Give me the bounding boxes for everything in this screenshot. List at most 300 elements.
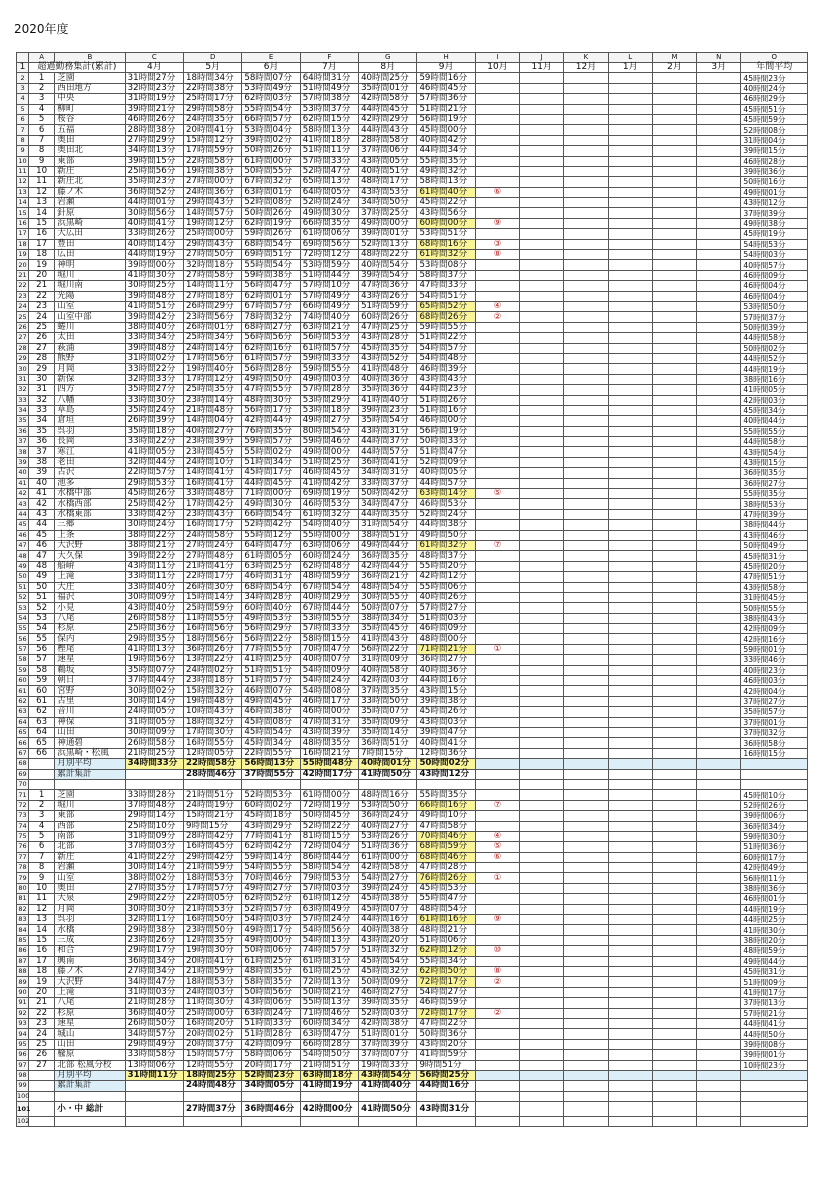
empty-cell[interactable] xyxy=(520,73,564,83)
empty-cell[interactable] xyxy=(652,665,696,675)
empty-cell[interactable] xyxy=(697,135,741,145)
empty-cell[interactable] xyxy=(564,624,608,634)
month-value-cell[interactable]: 71時間46分 xyxy=(300,1008,358,1018)
empty-cell[interactable] xyxy=(652,966,696,976)
month-value-cell[interactable]: 15時間14分 xyxy=(184,592,242,602)
empty-cell[interactable] xyxy=(697,478,741,488)
annual-average-cell[interactable]: 50時間02分 xyxy=(741,343,808,353)
month-value-cell[interactable]: 58時間37分 xyxy=(417,270,475,280)
empty-cell[interactable] xyxy=(652,956,696,966)
month-value-cell[interactable]: 66時間35分 xyxy=(300,218,358,228)
month-value-cell[interactable]: 63時間21分 xyxy=(300,322,358,332)
empty-cell[interactable] xyxy=(520,478,564,488)
month-value-cell[interactable]: 53時間26分 xyxy=(359,831,417,841)
rank-cell[interactable] xyxy=(475,520,519,530)
empty-cell[interactable] xyxy=(564,572,608,582)
school-number-cell[interactable]: 8 xyxy=(29,863,55,873)
school-number-cell[interactable]: 41 xyxy=(29,489,55,499)
month-value-cell[interactable]: 52時間09分 xyxy=(417,457,475,467)
month-value-cell[interactable]: 24時間58分 xyxy=(184,530,242,540)
rank-cell[interactable] xyxy=(475,509,519,519)
month-value-cell[interactable]: 29時間49分 xyxy=(125,1039,183,1049)
month-value-cell[interactable]: 12時間55分 xyxy=(184,1060,242,1070)
annual-average-cell[interactable]: 37時間27分 xyxy=(741,696,808,706)
empty-cell[interactable] xyxy=(697,821,741,831)
empty-cell[interactable] xyxy=(417,1091,475,1101)
annual-average-cell[interactable]: 36時間58分 xyxy=(741,738,808,748)
empty-cell[interactable] xyxy=(608,894,652,904)
rank-cell[interactable] xyxy=(475,114,519,124)
empty-cell[interactable] xyxy=(608,426,652,436)
empty-cell[interactable] xyxy=(652,551,696,561)
empty-cell[interactable] xyxy=(475,769,519,779)
month-value-cell[interactable]: 11時間55分 xyxy=(184,613,242,623)
school-number-cell[interactable]: 39 xyxy=(29,468,55,478)
school-name-cell[interactable]: 月岡 xyxy=(55,904,125,914)
month-value-cell[interactable]: 33時間34分 xyxy=(125,333,183,343)
rank-cell[interactable]: ② xyxy=(475,312,519,322)
annual-average-cell[interactable]: 42時間03分 xyxy=(741,395,808,405)
month-value-cell[interactable]: 25時間17分 xyxy=(184,94,242,104)
empty-cell[interactable] xyxy=(29,1091,55,1101)
annual-average-cell[interactable]: 39時間06分 xyxy=(741,811,808,821)
empty-cell[interactable] xyxy=(242,779,300,789)
empty-cell[interactable] xyxy=(697,156,741,166)
empty-cell[interactable] xyxy=(697,437,741,447)
rank-cell[interactable] xyxy=(475,530,519,540)
empty-cell[interactable] xyxy=(564,166,608,176)
month-value-cell[interactable]: 57時間33分 xyxy=(300,156,358,166)
month-value-cell[interactable]: 47時間36分 xyxy=(359,281,417,291)
school-number-cell[interactable]: 4 xyxy=(29,104,55,114)
empty-cell[interactable] xyxy=(697,665,741,675)
month-value-cell[interactable]: 46時間17分 xyxy=(300,696,358,706)
school-number-cell[interactable]: 42 xyxy=(29,499,55,509)
month-value-cell[interactable]: 41時間42分 xyxy=(300,478,358,488)
annual-average-cell[interactable]: 46時間09分 xyxy=(741,270,808,280)
school-number-cell[interactable]: 43 xyxy=(29,509,55,519)
empty-cell[interactable] xyxy=(697,904,741,914)
empty-cell[interactable] xyxy=(300,779,358,789)
month-value-cell[interactable]: 59時間26分 xyxy=(242,229,300,239)
empty-cell[interactable] xyxy=(564,925,608,935)
empty-cell[interactable] xyxy=(608,676,652,686)
month-value-cell[interactable]: 57時間38分 xyxy=(300,94,358,104)
school-number-cell[interactable]: 66 xyxy=(29,748,55,758)
empty-cell[interactable] xyxy=(564,260,608,270)
month-value-cell[interactable]: 51時間47分 xyxy=(417,447,475,457)
empty-cell[interactable] xyxy=(652,250,696,260)
month-value-cell[interactable]: 26時間50分 xyxy=(125,1018,183,1028)
empty-cell[interactable] xyxy=(564,676,608,686)
empty-cell[interactable] xyxy=(697,322,741,332)
month-value-cell[interactable]: 50時間45分 xyxy=(300,811,358,821)
empty-cell[interactable] xyxy=(564,218,608,228)
annual-average-cell[interactable]: 36時間35分 xyxy=(741,468,808,478)
annual-average-cell[interactable]: 49時間01分 xyxy=(741,187,808,197)
month-value-cell[interactable]: 27時間34分 xyxy=(125,966,183,976)
empty-cell[interactable] xyxy=(520,1050,564,1060)
school-name-cell[interactable]: 上滝 xyxy=(55,987,125,997)
month-value-cell[interactable]: 18時間56分 xyxy=(184,634,242,644)
month-value-cell[interactable]: 40時間41分 xyxy=(417,738,475,748)
month-value-cell[interactable]: 43時間43分 xyxy=(417,374,475,384)
month-value-cell[interactable]: 19時間48分 xyxy=(184,696,242,706)
empty-cell[interactable] xyxy=(520,696,564,706)
empty-cell[interactable] xyxy=(564,1039,608,1049)
annual-average-cell[interactable]: 36時間27分 xyxy=(741,478,808,488)
month-value-cell[interactable]: 41時間18分 xyxy=(300,135,358,145)
school-number-cell[interactable]: 59 xyxy=(29,676,55,686)
month-value-cell[interactable]: 20時間02分 xyxy=(184,1029,242,1039)
empty-cell[interactable] xyxy=(652,655,696,665)
rank-cell[interactable] xyxy=(475,561,519,571)
month-value-cell[interactable]: 39時間24分 xyxy=(359,883,417,893)
month-value-cell[interactable]: 33時間37分 xyxy=(359,478,417,488)
empty-cell[interactable] xyxy=(608,291,652,301)
empty-cell[interactable] xyxy=(697,270,741,280)
annual-average-cell[interactable]: 45時間51分 xyxy=(741,104,808,114)
empty-cell[interactable] xyxy=(697,343,741,353)
month-value-cell[interactable]: 33時間22分 xyxy=(125,437,183,447)
empty-cell[interactable] xyxy=(608,1018,652,1028)
month-value-cell[interactable]: 51時間57分 xyxy=(242,676,300,686)
month-value-cell[interactable]: 46時間00分 xyxy=(300,707,358,717)
school-name-cell[interactable]: 針原 xyxy=(55,208,125,218)
empty-cell[interactable] xyxy=(652,1102,696,1117)
month-value-cell[interactable]: 45時間18分 xyxy=(242,811,300,821)
empty-cell[interactable] xyxy=(652,634,696,644)
rank-cell[interactable] xyxy=(475,551,519,561)
school-name-cell[interactable]: 長岡 xyxy=(55,437,125,447)
month-value-cell[interactable]: 40時間58分 xyxy=(359,665,417,675)
summary-value-cell[interactable] xyxy=(125,1102,183,1117)
month-value-cell[interactable]: 17時間42分 xyxy=(184,499,242,509)
school-name-cell[interactable]: 水橋 xyxy=(55,925,125,935)
empty-cell[interactable] xyxy=(608,364,652,374)
month-value-cell[interactable]: 39時間23分 xyxy=(359,405,417,415)
empty-cell[interactable] xyxy=(652,1117,696,1127)
empty-cell[interactable] xyxy=(520,977,564,987)
school-name-cell[interactable]: 福沢 xyxy=(55,592,125,602)
annual-average-cell[interactable]: 37時間39分 xyxy=(741,208,808,218)
empty-cell[interactable] xyxy=(608,374,652,384)
month-value-cell[interactable]: 61時間05分 xyxy=(242,551,300,561)
month-value-cell[interactable]: 29時間35分 xyxy=(125,634,183,644)
month-value-cell[interactable]: 53時間49分 xyxy=(242,83,300,93)
month-value-cell[interactable]: 27時間48分 xyxy=(184,551,242,561)
month-value-cell[interactable]: 26時間29分 xyxy=(184,301,242,311)
month-value-cell[interactable]: 52時間03分 xyxy=(359,1008,417,1018)
school-name-cell[interactable]: 蜷川 xyxy=(55,322,125,332)
empty-cell[interactable] xyxy=(564,904,608,914)
empty-cell[interactable] xyxy=(564,769,608,779)
school-number-cell[interactable]: 33 xyxy=(29,405,55,415)
annual-average-cell[interactable]: 45時間31分 xyxy=(741,966,808,976)
empty-cell[interactable] xyxy=(520,686,564,696)
empty-cell[interactable] xyxy=(697,540,741,550)
month-value-cell[interactable]: 36時間40分 xyxy=(125,1008,183,1018)
annual-average-cell[interactable]: 39時間15分 xyxy=(741,146,808,156)
month-value-cell[interactable]: 54時間08分 xyxy=(300,686,358,696)
empty-cell[interactable] xyxy=(520,166,564,176)
empty-cell[interactable] xyxy=(652,447,696,457)
empty-cell[interactable] xyxy=(697,260,741,270)
month-value-cell[interactable]: 63時間06分 xyxy=(300,540,358,550)
annual-average-cell[interactable]: 43時間46分 xyxy=(741,530,808,540)
empty-cell[interactable] xyxy=(520,863,564,873)
month-value-cell[interactable]: 16時間56分 xyxy=(184,624,242,634)
empty-cell[interactable] xyxy=(564,1008,608,1018)
annual-average-cell[interactable]: 41時間17分 xyxy=(741,987,808,997)
empty-cell[interactable] xyxy=(697,769,741,779)
empty-cell[interactable] xyxy=(564,800,608,810)
empty-cell[interactable] xyxy=(697,395,741,405)
empty-cell[interactable] xyxy=(608,1050,652,1060)
annual-average-cell[interactable]: 49時間38分 xyxy=(741,218,808,228)
empty-cell[interactable] xyxy=(652,1060,696,1070)
month-value-cell[interactable]: 50時間42分 xyxy=(359,489,417,499)
month-value-cell[interactable]: 46時間59分 xyxy=(417,998,475,1008)
month-value-cell[interactable]: 47時間33分 xyxy=(417,281,475,291)
empty-cell[interactable] xyxy=(652,416,696,426)
month-value-cell[interactable]: 45時間08分 xyxy=(242,717,300,727)
school-name-cell[interactable]: 浜黒崎 xyxy=(55,218,125,228)
annual-average-cell[interactable]: 44時間50分 xyxy=(741,1029,808,1039)
empty-cell[interactable] xyxy=(564,312,608,322)
empty-cell[interactable] xyxy=(520,250,564,260)
school-name-cell[interactable]: 興南 xyxy=(55,956,125,966)
rank-cell[interactable] xyxy=(475,592,519,602)
rank-cell[interactable] xyxy=(475,624,519,634)
month-value-cell[interactable]: 48時間35分 xyxy=(300,738,358,748)
empty-cell[interactable] xyxy=(564,333,608,343)
empty-cell[interactable] xyxy=(652,925,696,935)
empty-cell[interactable] xyxy=(608,187,652,197)
month-value-cell[interactable]: 49時間00分 xyxy=(359,218,417,228)
rank-cell[interactable] xyxy=(475,260,519,270)
empty-cell[interactable] xyxy=(520,385,564,395)
month-value-cell[interactable]: 29時間53分 xyxy=(125,478,183,488)
annual-average-cell[interactable]: 41時間05分 xyxy=(741,385,808,395)
empty-cell[interactable] xyxy=(697,499,741,509)
month-value-cell[interactable]: 25時間00分 xyxy=(184,229,242,239)
month-value-cell[interactable]: 58時間15分 xyxy=(300,634,358,644)
rank-cell[interactable]: ③ xyxy=(475,239,519,249)
month-value-cell[interactable]: 23時間43分 xyxy=(184,509,242,519)
annual-average-cell[interactable]: 53時間50分 xyxy=(741,301,808,311)
empty-cell[interactable] xyxy=(697,800,741,810)
month-value-cell[interactable]: 72時間17分 xyxy=(417,977,475,987)
annual-average-cell[interactable]: 46時間04分 xyxy=(741,291,808,301)
empty-cell[interactable] xyxy=(697,873,741,883)
school-name-cell[interactable]: 朝日 xyxy=(55,676,125,686)
month-value-cell[interactable]: 51時間22分 xyxy=(417,333,475,343)
month-value-cell[interactable]: 33時間40分 xyxy=(125,582,183,592)
empty-cell[interactable] xyxy=(697,831,741,841)
month-value-cell[interactable]: 34時間50分 xyxy=(359,198,417,208)
school-name-cell[interactable]: 上滝 xyxy=(55,572,125,582)
month-value-cell[interactable]: 59時間33分 xyxy=(300,353,358,363)
empty-cell[interactable] xyxy=(652,166,696,176)
empty-cell[interactable] xyxy=(652,73,696,83)
empty-cell[interactable] xyxy=(520,748,564,758)
empty-cell[interactable] xyxy=(697,676,741,686)
month-value-cell[interactable]: 55時間34分 xyxy=(417,956,475,966)
month-value-cell[interactable]: 70時間47分 xyxy=(300,644,358,654)
school-name-cell[interactable]: 水橋西部 xyxy=(55,499,125,509)
annual-average-cell[interactable]: 36時間34分 xyxy=(741,821,808,831)
empty-cell[interactable] xyxy=(697,946,741,956)
month-value-cell[interactable]: 56時間47分 xyxy=(242,281,300,291)
empty-cell[interactable] xyxy=(652,987,696,997)
empty-cell[interactable] xyxy=(520,987,564,997)
empty-cell[interactable] xyxy=(520,198,564,208)
month-value-cell[interactable]: 47時間31分 xyxy=(300,717,358,727)
month-value-cell[interactable]: 16時間20分 xyxy=(184,1018,242,1028)
school-number-cell[interactable]: 55 xyxy=(29,634,55,644)
empty-cell[interactable] xyxy=(697,1029,741,1039)
empty-cell[interactable] xyxy=(652,125,696,135)
rank-cell[interactable] xyxy=(475,166,519,176)
school-name-cell[interactable]: 西部 xyxy=(55,821,125,831)
school-number-cell[interactable]: 51 xyxy=(29,592,55,602)
annual-average-cell[interactable]: 45時間59分 xyxy=(741,114,808,124)
empty-cell[interactable] xyxy=(697,998,741,1008)
month-value-cell[interactable]: 53時間08分 xyxy=(417,260,475,270)
month-value-cell[interactable]: 41時間48分 xyxy=(359,364,417,374)
rank-cell[interactable] xyxy=(475,405,519,415)
empty-cell[interactable] xyxy=(608,301,652,311)
empty-cell[interactable] xyxy=(608,489,652,499)
empty-cell[interactable] xyxy=(697,1081,741,1091)
month-value-cell[interactable]: 50時間07分 xyxy=(359,603,417,613)
empty-cell[interactable] xyxy=(564,748,608,758)
month-value-cell[interactable]: 35時間07分 xyxy=(359,707,417,717)
month-value-cell[interactable]: 31時間19分 xyxy=(125,94,183,104)
month-value-cell[interactable]: 18時間34分 xyxy=(184,73,242,83)
month-value-cell[interactable]: 16時間55分 xyxy=(184,738,242,748)
empty-cell[interactable] xyxy=(520,1029,564,1039)
empty-cell[interactable] xyxy=(520,655,564,665)
empty-cell[interactable] xyxy=(697,759,741,769)
month-value-cell[interactable]: 42時間44分 xyxy=(359,561,417,571)
month-value-cell[interactable]: 56時間22分 xyxy=(242,634,300,644)
month-value-cell[interactable]: 45時間54分 xyxy=(242,728,300,738)
empty-cell[interactable] xyxy=(608,915,652,925)
month-value-cell[interactable]: 16時間21分 xyxy=(300,748,358,758)
empty-cell[interactable] xyxy=(564,229,608,239)
empty-cell[interactable] xyxy=(564,717,608,727)
school-number-cell[interactable]: 15 xyxy=(29,935,55,945)
month-value-cell[interactable]: 30時間30分 xyxy=(125,904,183,914)
school-number-cell[interactable]: 20 xyxy=(29,987,55,997)
month-value-cell[interactable]: 59時間38分 xyxy=(242,270,300,280)
month-value-cell[interactable]: 21時間53分 xyxy=(184,904,242,914)
empty-cell[interactable] xyxy=(520,1039,564,1049)
annual-average-cell[interactable]: 42時間09分 xyxy=(741,624,808,634)
month-value-cell[interactable]: 40時間42分 xyxy=(417,135,475,145)
empty-cell[interactable] xyxy=(608,811,652,821)
month-value-cell[interactable]: 62時間19分 xyxy=(242,218,300,228)
empty-cell[interactable] xyxy=(652,1091,696,1101)
school-number-cell[interactable]: 10 xyxy=(29,883,55,893)
rank-cell[interactable] xyxy=(475,457,519,467)
month-value-cell[interactable]: 26時間58分 xyxy=(125,613,183,623)
school-number-cell[interactable]: 20 xyxy=(29,270,55,280)
month-value-cell[interactable]: 50時間09分 xyxy=(359,977,417,987)
month-value-cell[interactable]: 48時間37分 xyxy=(417,551,475,561)
empty-cell[interactable] xyxy=(652,811,696,821)
month-value-cell[interactable]: 61時間31分 xyxy=(300,956,358,966)
school-name-cell[interactable]: 神明 xyxy=(55,260,125,270)
school-number-cell[interactable]: 4 xyxy=(29,821,55,831)
empty-cell[interactable] xyxy=(564,426,608,436)
month-value-cell[interactable]: 44時間45分 xyxy=(242,478,300,488)
month-value-cell[interactable]: 52時間24分 xyxy=(417,509,475,519)
empty-cell[interactable] xyxy=(608,592,652,602)
empty-cell[interactable] xyxy=(652,239,696,249)
empty-cell[interactable] xyxy=(697,530,741,540)
empty-cell[interactable] xyxy=(697,520,741,530)
month-value-cell[interactable]: 42時間03分 xyxy=(359,676,417,686)
rank-cell[interactable] xyxy=(475,426,519,436)
empty-cell[interactable] xyxy=(697,572,741,582)
month-value-cell[interactable]: 45時間54分 xyxy=(359,956,417,966)
empty-cell[interactable] xyxy=(652,1081,696,1091)
empty-cell[interactable] xyxy=(697,1117,741,1127)
school-number-cell[interactable]: 18 xyxy=(29,250,55,260)
empty-cell[interactable] xyxy=(608,769,652,779)
school-name-cell[interactable]: 八尾 xyxy=(55,613,125,623)
empty-cell[interactable] xyxy=(520,728,564,738)
month-value-cell[interactable]: 48時間22分 xyxy=(359,250,417,260)
empty-cell[interactable] xyxy=(697,915,741,925)
empty-cell[interactable] xyxy=(652,946,696,956)
annual-average-cell[interactable]: 44時間41分 xyxy=(741,1018,808,1028)
month-value-cell[interactable]: 51時間01分 xyxy=(359,1029,417,1039)
month-value-cell[interactable]: 38時間02分 xyxy=(125,873,183,883)
rank-cell[interactable] xyxy=(475,83,519,93)
empty-cell[interactable] xyxy=(608,239,652,249)
empty-cell[interactable] xyxy=(520,281,564,291)
empty-cell[interactable] xyxy=(608,177,652,187)
month-value-cell[interactable]: 43時間28分 xyxy=(359,333,417,343)
month-value-cell[interactable]: 20時間17分 xyxy=(242,1060,300,1070)
empty-cell[interactable] xyxy=(564,582,608,592)
month-value-cell[interactable]: 62時間48分 xyxy=(300,561,358,571)
empty-cell[interactable] xyxy=(520,831,564,841)
summary-value-cell[interactable]: 56時間25分 xyxy=(417,1070,475,1080)
month-value-cell[interactable]: 19時間38分 xyxy=(184,166,242,176)
month-value-cell[interactable]: 57時間36分 xyxy=(417,94,475,104)
empty-cell[interactable] xyxy=(608,977,652,987)
month-value-cell[interactable]: 29時間43分 xyxy=(184,198,242,208)
month-value-cell[interactable]: 32時間11分 xyxy=(125,915,183,925)
empty-cell[interactable] xyxy=(652,135,696,145)
annual-average-cell[interactable]: 45時間34分 xyxy=(741,405,808,415)
empty-cell[interactable] xyxy=(564,655,608,665)
month-value-cell[interactable]: 43時間03分 xyxy=(417,717,475,727)
summary-label-cell[interactable]: 累計集計 xyxy=(55,1081,125,1091)
column-letter[interactable]: M xyxy=(652,53,696,63)
empty-cell[interactable] xyxy=(652,489,696,499)
month-value-cell[interactable]: 57時間28分 xyxy=(300,385,358,395)
empty-cell[interactable] xyxy=(564,353,608,363)
empty-cell[interactable] xyxy=(564,94,608,104)
month-value-cell[interactable]: 20時間41分 xyxy=(184,956,242,966)
empty-cell[interactable] xyxy=(697,883,741,893)
